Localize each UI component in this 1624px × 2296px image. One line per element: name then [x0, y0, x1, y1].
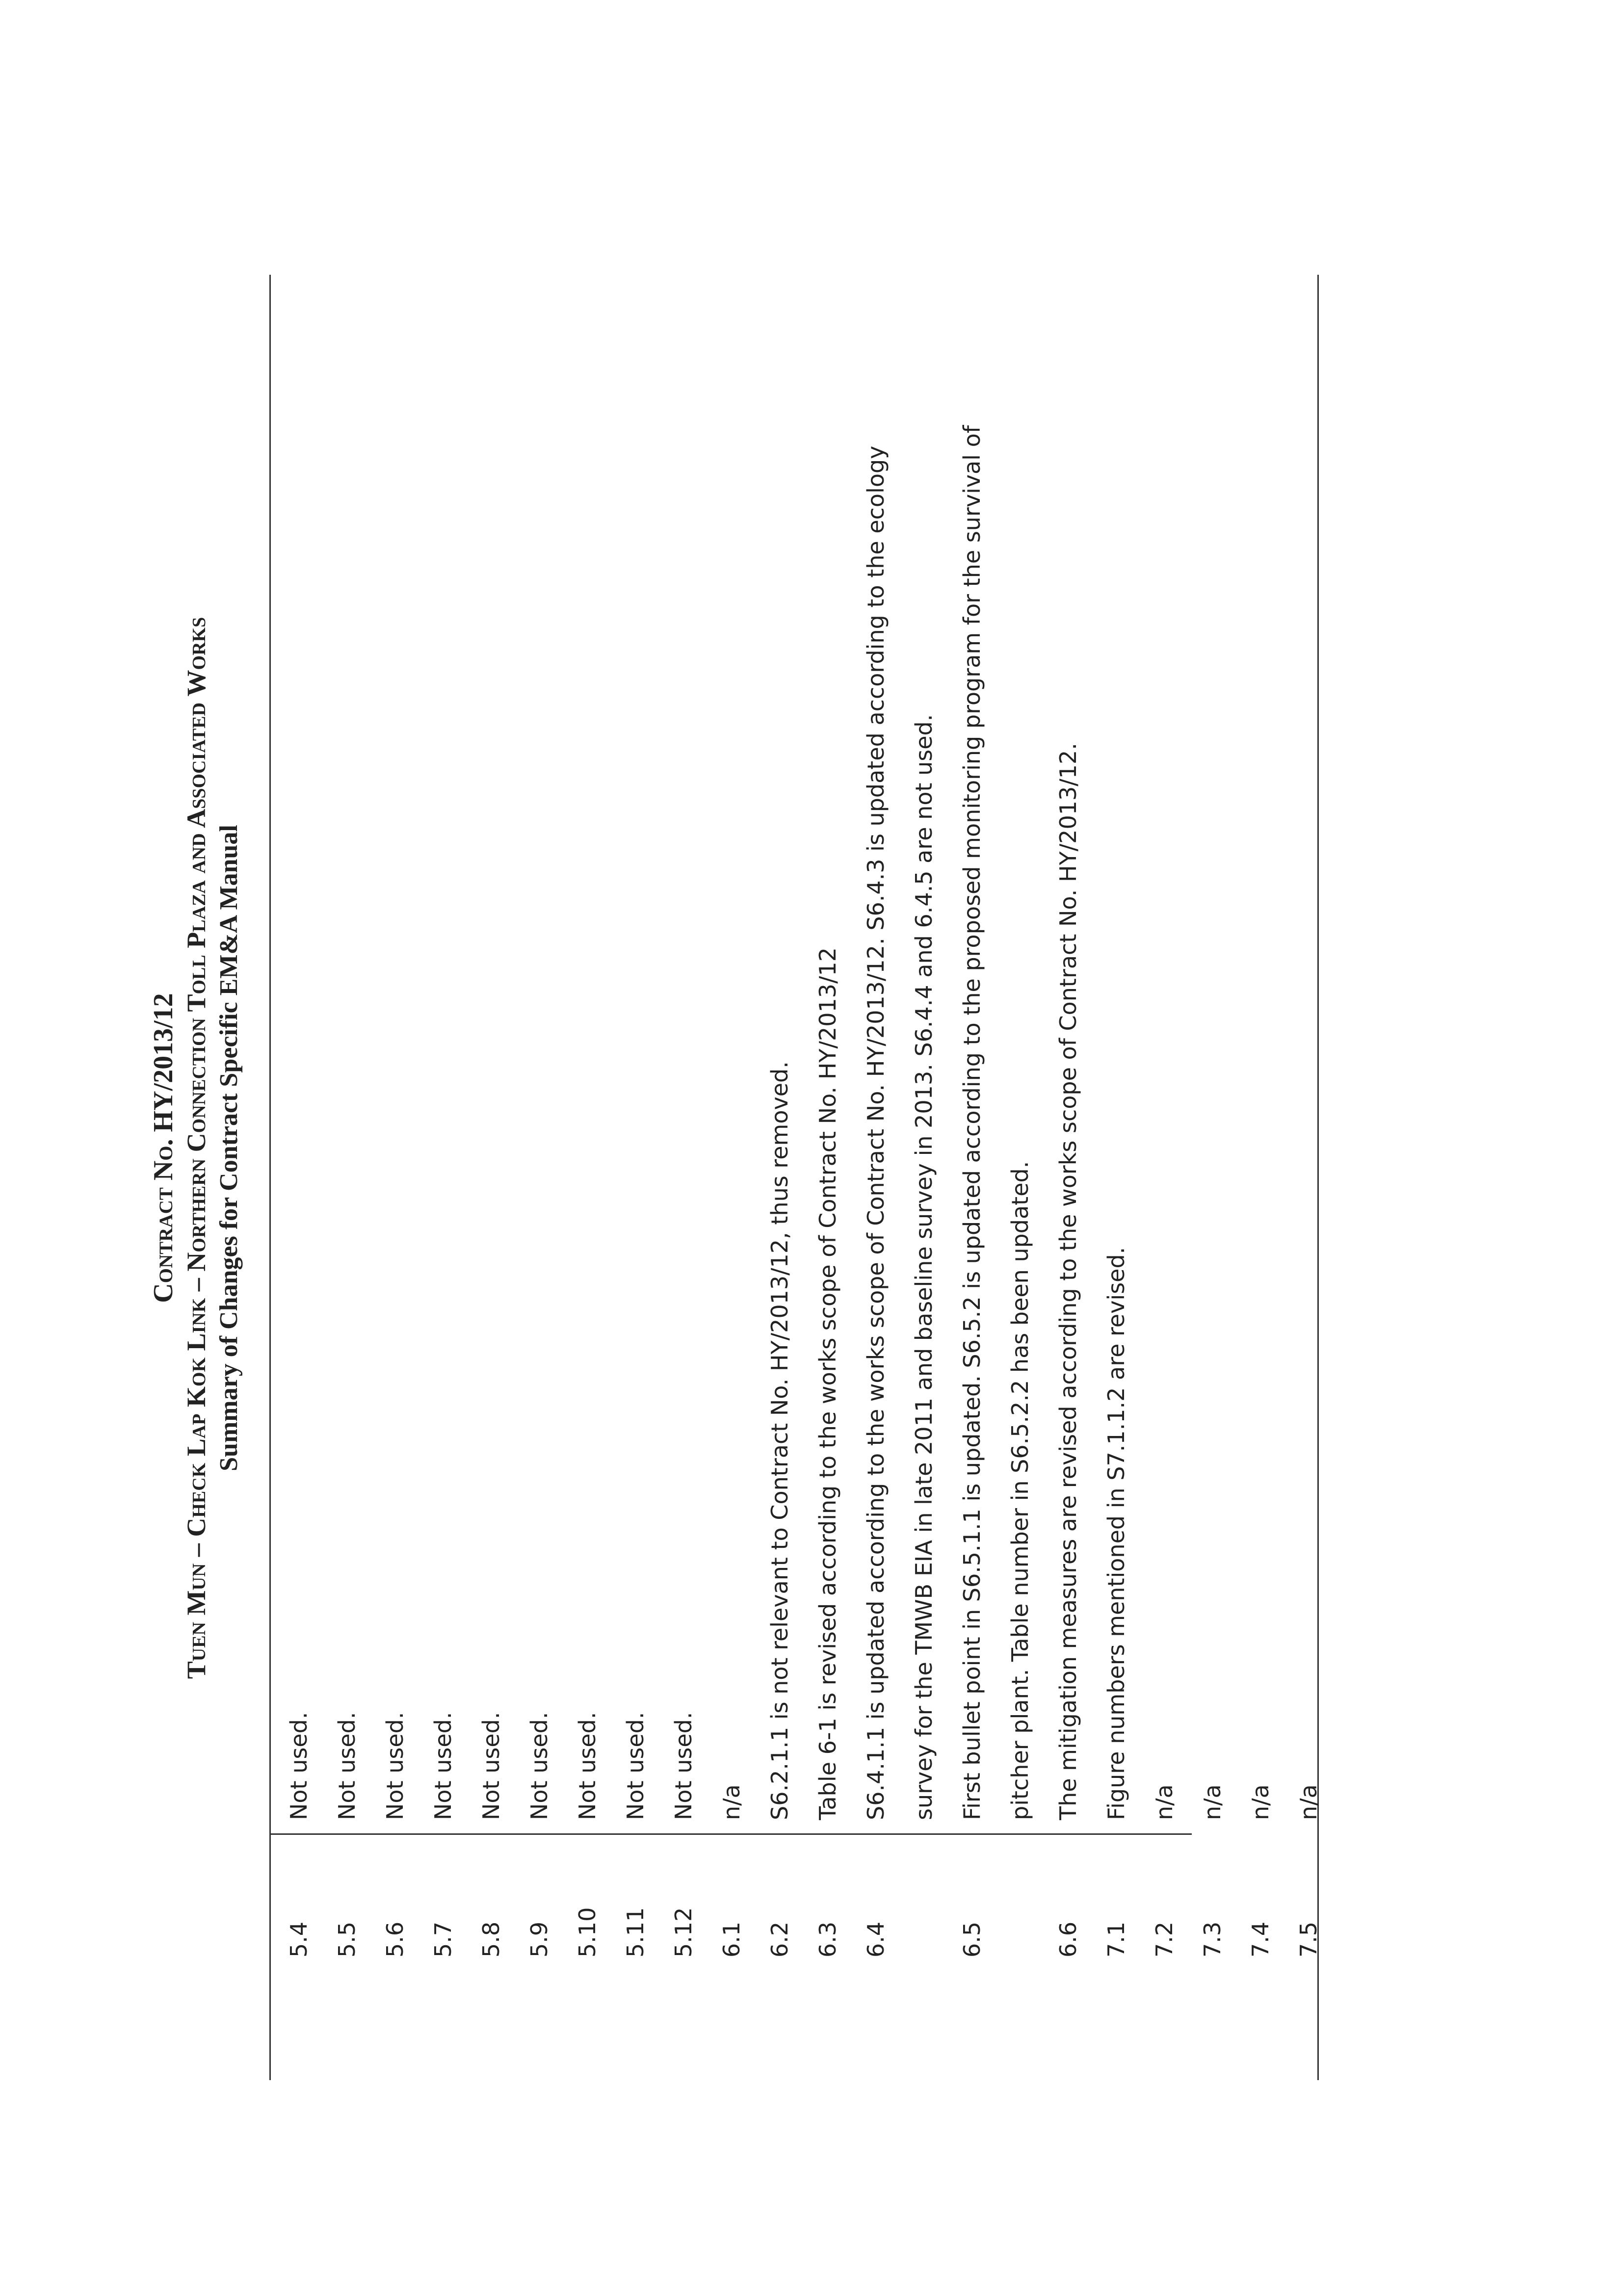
table-row — [948, 0, 1044, 2296]
section-number: 7.5 — [1295, 1921, 1322, 1957]
section-number: 7.1 — [1103, 1921, 1129, 1957]
document-header — [150, 0, 248, 2296]
table-row — [275, 0, 323, 2296]
change-description: Not used. — [526, 1712, 552, 1820]
section-number: 5.5 — [334, 1921, 360, 1957]
change-description: Not used. — [574, 1712, 601, 1820]
table-row — [467, 0, 515, 2296]
section-number: 7.2 — [1151, 1921, 1178, 1957]
change-description: n/a — [1295, 1784, 1322, 1820]
section-number: 5.6 — [382, 1921, 408, 1957]
table-row — [1140, 0, 1188, 2296]
document-subtitle: Summary of Changes for Contract Specific EM&A Manual — [215, 825, 243, 1471]
change-description: Not used. — [478, 1712, 504, 1820]
change-description: Not used. — [670, 1712, 697, 1820]
table-row — [1044, 0, 1092, 2296]
change-description: Figure numbers mentioned in S7.1.1.2 are revised. — [1103, 1247, 1129, 1820]
section-number: 6.6 — [1055, 1921, 1081, 1957]
table-row — [1092, 0, 1140, 2296]
change-description: Not used. — [622, 1712, 649, 1820]
section-number: 5.8 — [478, 1921, 504, 1957]
change-description: S6.2.1.1 is not relevant to Contract No. HY/2013/12, thus removed. — [766, 1061, 793, 1820]
change-description: survey for the TMWB EIA in late 2011 and baseline survey in 2013. S6.4.4 and 6.4.5 are not used. — [911, 714, 937, 1820]
change-description: Not used. — [334, 1712, 360, 1820]
change-description: Not used. — [382, 1712, 408, 1820]
project-title: Tuen Mun – Check Lap Kok Link – Northern Connection Toll Plaza and Associated Works — [182, 617, 211, 1679]
change-description: n/a — [1199, 1784, 1226, 1820]
section-number: 7.3 — [1199, 1921, 1226, 1957]
change-description: The mitigation measures are revised according to the works scope of Contract No. HY/2013/12. — [1055, 743, 1081, 1820]
table-row — [563, 0, 611, 2296]
table-row — [659, 0, 707, 2296]
section-number: 6.3 — [814, 1921, 841, 1957]
change-description: n/a — [1247, 1784, 1274, 1820]
change-description: pitcher plant. Table number in S6.5.2.2 has been updated. — [1007, 1161, 1033, 1820]
section-number: 5.4 — [286, 1921, 312, 1957]
table-row — [707, 0, 756, 2296]
section-number: 6.4 — [863, 1921, 889, 1957]
section-number: 5.10 — [574, 1907, 601, 1957]
table-row — [515, 0, 563, 2296]
change-description: Not used. — [286, 1712, 312, 1820]
section-number: 5.7 — [430, 1921, 456, 1957]
change-description: S6.4.1.1 is updated according to the works scope of Contract No. HY/2013/12. S6.4.3 is updated according to the ecology — [863, 445, 889, 1820]
change-description: Not used. — [430, 1712, 456, 1820]
table-row — [1284, 0, 1333, 2296]
contract-number: Contract No. HY/2013/12 — [148, 993, 179, 1303]
table-row — [611, 0, 659, 2296]
section-number: 5.11 — [622, 1907, 649, 1957]
change-description: n/a — [718, 1784, 745, 1820]
change-description: First bullet point in S6.5.1.1 is updated. S6.5.2 is updated according to the proposed monitoring program for the survival of — [959, 425, 985, 1820]
table-row — [756, 0, 804, 2296]
section-number: 6.2 — [766, 1921, 793, 1957]
table-row — [852, 0, 948, 2296]
section-number: 5.12 — [670, 1907, 697, 1957]
table-top-rule — [269, 275, 271, 2080]
section-number: 5.9 — [526, 1921, 552, 1957]
section-number: 6.5 — [959, 1921, 985, 1957]
change-description: Table 6-1 is revised according to the works scope of Contract No. HY/2013/12 — [814, 947, 841, 1820]
section-number: 7.4 — [1247, 1921, 1274, 1957]
table-row — [371, 0, 419, 2296]
change-description: n/a — [1151, 1784, 1178, 1820]
section-number: 6.1 — [718, 1921, 745, 1957]
table-row — [1188, 0, 1236, 2296]
table-row — [323, 0, 371, 2296]
table-row — [804, 0, 852, 2296]
table-row — [1236, 0, 1284, 2296]
table-row — [419, 0, 467, 2296]
